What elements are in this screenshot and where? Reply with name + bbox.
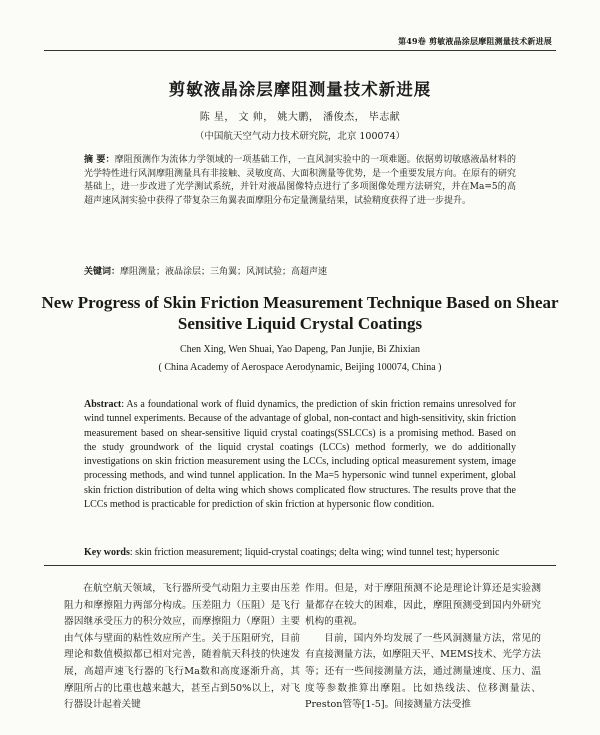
chinese-keywords-text: 摩阻测量；液晶涂层；三角翼；风洞试验；高超声速	[120, 267, 328, 277]
body-paragraph: 目前，国内外均发展了一些风洞测量方法，常见的有直接测量方法，如摩阻天平、MEMS技术、光学方法等；还有一些间接测量方法，通过测量速度、压力、温度等参数推算出摩阻。比如热线法、位移测量法、Preston管等[1-5]。间接测量方法受推	[305, 632, 541, 711]
english-authors: Chen Xing, Wen Shuai, Yao Dapeng, Pan Junjie, Bi Zhixian	[179, 344, 421, 355]
chinese-title: 剪敏液晶涂层摩阻测量技术新进展	[168, 80, 432, 99]
body-paragraph: 作用。但是，对于摩阻预测不论是理论计算还是实验测量都存在较大的困难，因此，摩阻预测受到国内外研究机构的重视。	[305, 583, 541, 628]
english-keywords-text: : skin friction measurement; liquid-crystal coatings; delta wing; wind tunnel test; hypersonic	[129, 547, 500, 558]
english-keywords-label: Key words	[84, 547, 130, 558]
english-keywords	[84, 547, 524, 558]
english-affiliation: ( China Academy of Aerospace Aerodynamic, Beijing 100074, China )	[158, 362, 442, 373]
english-abstract-label: Abstract	[84, 399, 122, 410]
section-divider	[44, 565, 556, 566]
running-head: 第49卷 剪敏液晶涂层摩阻测量技术新进展	[398, 36, 552, 46]
header-rule	[44, 50, 556, 51]
chinese-abstract-text: 摩阻预测作为流体力学领域的一项基础工作，一直风洞实验中的一项难题。依据剪切敏感液晶材料的光学特性进行风洞摩阻测量具有非接触、灵敏度高、大面积测量等优势，是一个重要发展方向。在原有的研究基础上，进一步改进了光学测试系统，并针对液晶图像特点进行了多项图像处理方法研究，并在Ma=5的高超声速风洞实验中获得了带复杂三角翼表面摩阻分布定量测量结果，试验精度获得了进一步提升。	[84, 155, 517, 206]
chinese-authors: 陈 星， 文 帅， 姚大鹏， 潘俊杰， 毕志献	[199, 112, 401, 123]
body-paragraph: 在航空航天领域，飞行器所受气动阻力主要由压差阻力和摩擦阻力两部分构成。压差阻力（压阻）是飞行器因继承受压力的积分效应，而摩擦阻力（摩阻）主要由气体与壁面的粘性效应所产生。关于压阻研究，目前理论和数值模拟都已相对完善，随着航天科技的快速发展，高超声速飞行器的飞行Ma数和高度逐渐升高，其摩阻所占的比重也越来越大，甚至占到50%以上，对飞行器设计起着关键	[64, 583, 300, 711]
chinese-abstract-label: 摘 要：	[84, 155, 115, 165]
body-right-column	[305, 581, 541, 714]
english-title: New Progress of Skin Friction Measurement Technique Based on Shear Sensitive Liquid Crystal Coatings	[41, 293, 559, 333]
body-left-column	[64, 581, 300, 714]
chinese-affiliation: （中国航天空气动力技术研究院，北京 100074）	[194, 131, 406, 142]
chinese-keywords-label: 关键词：	[84, 267, 121, 277]
english-abstract	[84, 398, 516, 512]
chinese-keywords	[84, 264, 516, 277]
chinese-abstract	[84, 154, 516, 208]
english-abstract-text: : As a foundational work of fluid dynamics, the prediction of skin friction remains unresolved for wind tunnel experiments. Because of the advantage of global, non-contact and high-sensitivity, skin friction measurement based on shear-sensitive liquid crystal coatings(SSLCCs) is a promising method. Based on the study groundwork of the liquid crystal coatings (LCCs) method formerly, we do additionally investigations on skin friction measurement using the LCCs, including optical measurement system, image processing methods, and wind tunnel application. In the Ma=5 hypersonic wind tunnel experiment, global skin friction distribution of delta wing which shows complicated flow structures. The results prove that the LCCs method is practicable for prediction of skin friction at hypersonic flow condition.	[84, 399, 516, 511]
